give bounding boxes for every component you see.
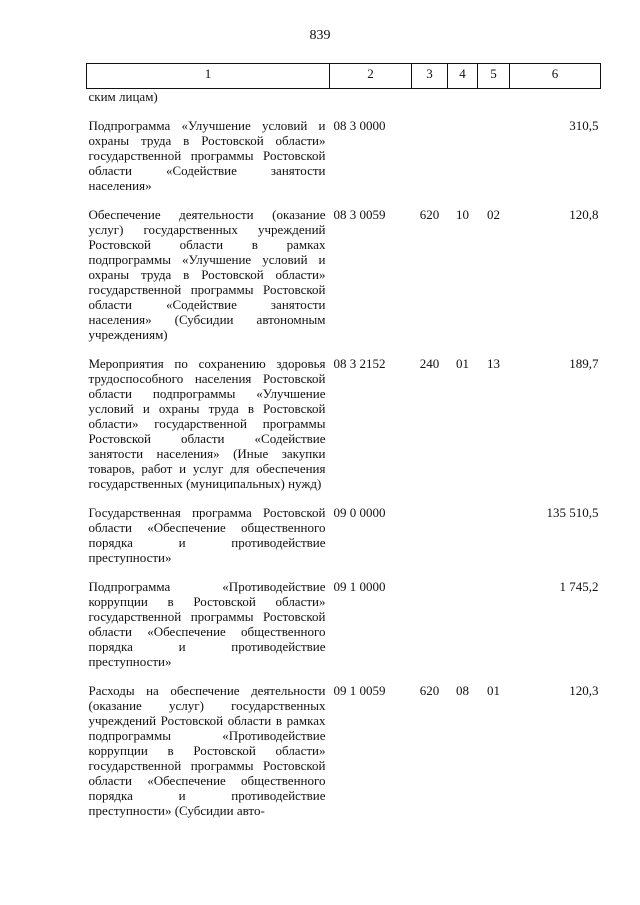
row-amount: 120,3 bbox=[569, 683, 599, 698]
row-code: 08 3 2152 bbox=[333, 356, 386, 371]
row-code: 09 0 0000 bbox=[333, 505, 386, 520]
row-name: Государственная программа Ростовской области «Обеспечение общественного порядка и противодействие преступности» bbox=[88, 505, 326, 565]
header-col-6: 6 bbox=[510, 64, 601, 89]
table-row bbox=[87, 579, 601, 669]
row-amount: 135 510,5 bbox=[546, 505, 599, 520]
row-name: ским лицам) bbox=[88, 89, 158, 104]
row-rz bbox=[448, 89, 478, 105]
row-pr bbox=[478, 505, 510, 565]
row-pr bbox=[478, 89, 510, 105]
budget-table bbox=[86, 63, 601, 818]
row-pr bbox=[478, 579, 510, 669]
table-row bbox=[87, 89, 601, 105]
row-vr bbox=[412, 579, 448, 669]
row-pr: 13 bbox=[487, 356, 500, 371]
row-name: Подпрограмма «Улучшение условий и охраны труда в Ростовской области» государственной программы Ростовской области «Содействие занятости населения» bbox=[88, 118, 326, 193]
row-rz bbox=[448, 118, 478, 193]
row-name: Расходы на обеспечение деятельности (оказание услуг) государственных учреждений Ростовской области в рамках подпрограммы «Противодействие коррупции в Ростовской области» государственной программы Ростовской области «Обеспечение общественного порядка и противодействие преступности» (Субсидии авто- bbox=[88, 683, 326, 818]
row-vr bbox=[412, 118, 448, 193]
row-name: Подпрограмма «Противодействие коррупции в Ростовской области» государственной программы Ростовской области «Обеспечение общественного порядка и противодействие преступности» bbox=[88, 579, 326, 669]
table-row bbox=[87, 356, 601, 491]
row-vr: 240 bbox=[419, 356, 440, 371]
row-rz: 08 bbox=[456, 683, 469, 698]
row-code: 09 1 0000 bbox=[333, 579, 386, 594]
row-pr: 01 bbox=[487, 683, 500, 698]
row-rz bbox=[448, 579, 478, 669]
row-amount: 310,5 bbox=[569, 118, 599, 133]
row-amount bbox=[510, 89, 601, 105]
row-rz: 01 bbox=[456, 356, 469, 371]
row-code: 08 3 0000 bbox=[333, 118, 386, 133]
table-header bbox=[87, 64, 601, 89]
row-rz: 10 bbox=[456, 207, 469, 222]
row-name: Мероприятия по сохранению здоровья трудоспособного населения Ростовской области подпрограммы «Улучшение условий и охраны труда в Ростовской области» государственной программы Ростовской области «Содействие занятости населения» (Иные закупки товаров, работ и услуг для обеспечения государственных (муниципальных) нужд) bbox=[88, 356, 326, 491]
row-rz bbox=[448, 505, 478, 565]
header-col-1: 1 bbox=[87, 64, 330, 89]
row-vr bbox=[412, 505, 448, 565]
row-pr bbox=[478, 118, 510, 193]
row-code: 08 3 0059 bbox=[333, 207, 386, 222]
row-vr bbox=[412, 89, 448, 105]
row-amount: 189,7 bbox=[569, 356, 599, 371]
row-amount: 1 745,2 bbox=[559, 579, 599, 594]
row-pr: 02 bbox=[487, 207, 500, 222]
header-col-3: 3 bbox=[412, 64, 448, 89]
row-code bbox=[330, 89, 412, 105]
table-row bbox=[87, 207, 601, 342]
table-row bbox=[87, 505, 601, 565]
header-col-5: 5 bbox=[478, 64, 510, 89]
row-vr: 620 bbox=[419, 683, 440, 698]
row-vr: 620 bbox=[419, 207, 440, 222]
page-number: 839 bbox=[309, 28, 331, 43]
row-name: Обеспечение деятельности (оказание услуг) государственных учреждений Ростовской области в рамках подпрограммы «Улучшение условий и охраны труда в Ростовской области» государственной программы Ростовской области «Содействие занятости населения» (Субсидии автономным учреждениям) bbox=[88, 207, 326, 342]
table-row bbox=[87, 683, 601, 818]
row-amount: 120,8 bbox=[569, 207, 599, 222]
header-col-4: 4 bbox=[448, 64, 478, 89]
row-code: 09 1 0059 bbox=[333, 683, 386, 698]
header-col-2: 2 bbox=[330, 64, 412, 89]
table-row bbox=[87, 118, 601, 193]
